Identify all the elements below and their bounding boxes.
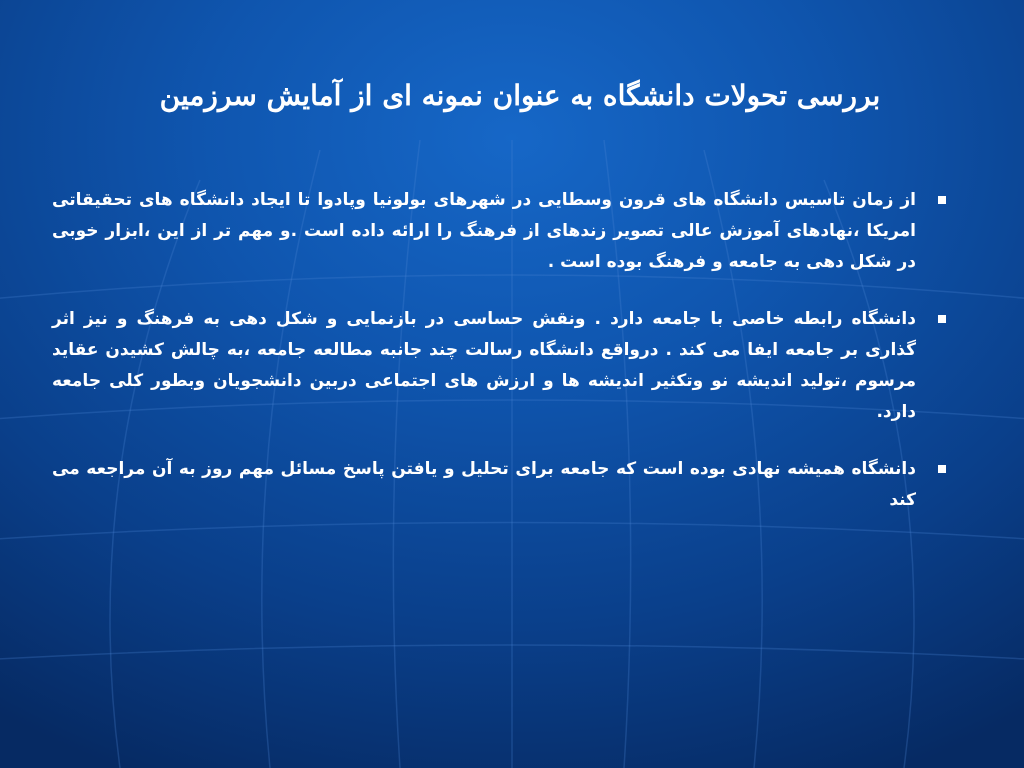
bullet-item <box>52 454 956 516</box>
bullet-text: دانشگاه همیشه نهادی بوده است که جامعه برای تحلیل و یافتن پاسخ مسائل مهم روز به آن مراجعه می کند <box>52 459 916 510</box>
slide-title: بررسی تحولات دانشگاه به عنوان نمونه ای از آمایش سرزمین <box>159 79 881 112</box>
bullet-list <box>52 185 956 542</box>
bullet-text: از زمان تاسیس دانشگاه های قرون وسطایی در شهرهای بولونیا وپادوا تا ایجاد دانشگاه های تحقیقاتی امریکا ،نهادهای آموزش عالی تصویر زندهای از فرهنگ را ارائه داده است .و مهم تر از این ،ابزار خوبی در شکل دهی به جامعه و فرهنگ بوده است . <box>52 190 916 272</box>
square-bullet-icon <box>938 315 946 323</box>
square-bullet-icon <box>938 465 946 473</box>
square-bullet-icon <box>938 196 946 204</box>
bullet-item <box>52 185 956 278</box>
bullet-item <box>52 304 956 428</box>
bullet-text: دانشگاه رابطه خاصی با جامعه دارد . ونقش حساسی در بازنمایی و شکل دهی به فرهنگ و نیز اثر گذاری بر جامعه ایفا می کند . درواقع دانشگاه رسالت چند جانبه مطالعه جامعه ،به چالش کشیدن عقاید مرسوم ،تولید اندیشه نو وتکثیر اندیشه ها و ارزش های اجتماعی دربین دانشجویان وبطور کلی جامعه دارد. <box>52 309 916 422</box>
